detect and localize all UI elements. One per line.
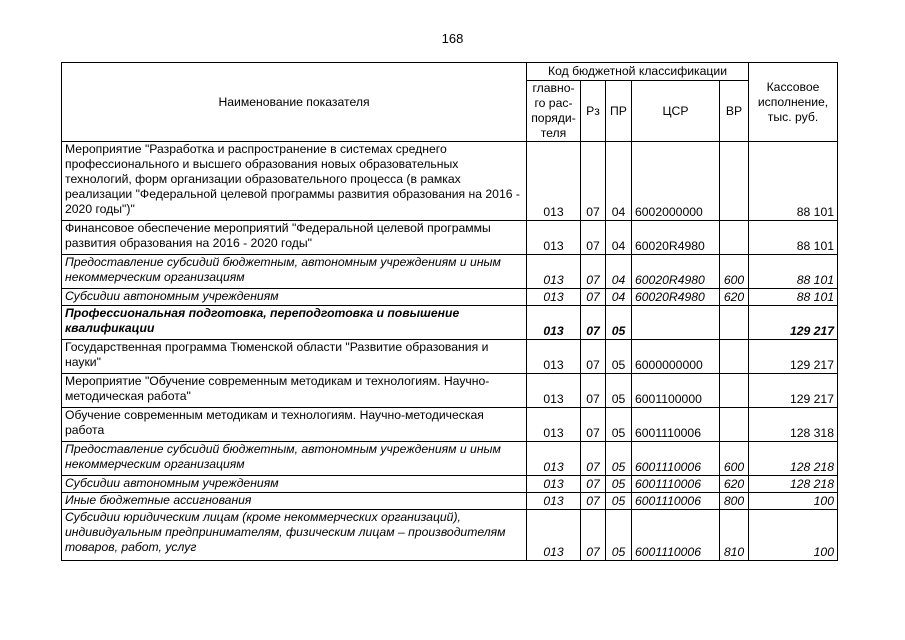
- header-gr: [527, 81, 581, 142]
- header-sum-line: исполнение,: [757, 94, 829, 109]
- row-csr-code: 6001110006: [632, 442, 720, 476]
- row-gr-code: 013: [527, 374, 581, 408]
- row-csr-code: 60020R4980: [632, 289, 720, 306]
- table-row: [62, 374, 838, 408]
- row-name: Субсидии юридическим лицам (кроме некоммерческих организаций), индивидуальным предпринимателям, физическим лицам – производителям товаров, работ, услуг: [62, 510, 527, 561]
- header-sum-line: тыс. руб.: [767, 109, 819, 124]
- row-vr-code: 620: [720, 289, 749, 306]
- row-vr-code: [720, 340, 749, 374]
- row-name: Государственная программа Тюменской области "Развитие образования и науки": [62, 340, 527, 374]
- row-gr-code: 013: [527, 306, 581, 340]
- row-sum: 100: [749, 493, 838, 510]
- row-pr-code: 05: [606, 374, 632, 408]
- row-rz-code: 07: [581, 255, 606, 289]
- row-sum: 129 217: [749, 306, 838, 340]
- row-vr-code: [720, 408, 749, 442]
- row-vr-code: 810: [720, 510, 749, 561]
- row-sum: 128 218: [749, 476, 838, 493]
- row-pr-code: 05: [606, 340, 632, 374]
- row-gr-code: 013: [527, 142, 581, 221]
- row-pr-code: 05: [606, 476, 632, 493]
- header-pr: ПР: [606, 81, 632, 142]
- row-rz-code: 07: [581, 510, 606, 561]
- table-row: [62, 510, 838, 561]
- row-csr-code: 6001110006: [632, 493, 720, 510]
- row-gr-code: 013: [527, 221, 581, 255]
- table-row: [62, 221, 838, 255]
- row-csr-code: 6000000000: [632, 340, 720, 374]
- row-sum: 129 217: [749, 340, 838, 374]
- header-vr: ВР: [720, 81, 749, 142]
- row-vr-code: 600: [720, 255, 749, 289]
- row-sum: 100: [749, 510, 838, 561]
- header-gr-line: главно-: [532, 81, 575, 95]
- row-vr-code: [720, 221, 749, 255]
- table-row: [62, 306, 838, 340]
- header-gr-line: поряди-: [531, 111, 576, 125]
- row-name: Финансовое обеспечение мероприятий "Федеральной целевой программы развития образования на 2016 - 2020 годы": [62, 221, 527, 255]
- row-name: Профессиональная подготовка, переподготовка и повышение квалификации: [62, 306, 527, 340]
- row-pr-code: 04: [606, 289, 632, 306]
- row-gr-code: 013: [527, 408, 581, 442]
- row-gr-code: 013: [527, 493, 581, 510]
- row-vr-code: 600: [720, 442, 749, 476]
- row-pr-code: 05: [606, 408, 632, 442]
- row-sum: 129 217: [749, 374, 838, 408]
- header-gr-line: го рас-: [534, 96, 573, 110]
- table-row: [62, 142, 838, 221]
- table-row: [62, 476, 838, 493]
- row-rz-code: 07: [581, 442, 606, 476]
- row-name: Субсидии автономным учреждениям: [62, 289, 527, 306]
- row-pr-code: 05: [606, 306, 632, 340]
- row-sum: 128 218: [749, 442, 838, 476]
- row-rz-code: 07: [581, 493, 606, 510]
- budget-table: [61, 62, 838, 561]
- row-name: Мероприятие "Разработка и распространение в системах среднего профессионального и высшего образования новых образовательных технологий, форм организации образовательного процесса (в рамках реализации "Федеральной целевой программы развития образования на 2016 - 2020 годы")": [62, 142, 527, 221]
- row-rz-code: 07: [581, 476, 606, 493]
- row-pr-code: 05: [606, 510, 632, 561]
- row-rz-code: 07: [581, 289, 606, 306]
- row-gr-code: 013: [527, 340, 581, 374]
- row-rz-code: 07: [581, 221, 606, 255]
- row-name: Предоставление субсидий бюджетным, автономным учреждениям и иным некоммерческим организациям: [62, 442, 527, 476]
- row-pr-code: 05: [606, 493, 632, 510]
- row-sum: 88 101: [749, 221, 838, 255]
- row-pr-code: 04: [606, 142, 632, 221]
- row-sum: 88 101: [749, 289, 838, 306]
- row-gr-code: 013: [527, 476, 581, 493]
- header-kbk: Код бюджетной классификации: [527, 63, 749, 81]
- page-number: 168: [441, 31, 464, 46]
- header-name: Наименование показателя: [62, 63, 527, 142]
- row-gr-code: 013: [527, 255, 581, 289]
- table-row: [62, 340, 838, 374]
- table-row: [62, 442, 838, 476]
- row-gr-code: 013: [527, 510, 581, 561]
- row-vr-code: [720, 142, 749, 221]
- row-csr-code: 60020R4980: [632, 255, 720, 289]
- header-sum-line: Кассовое: [766, 79, 820, 94]
- row-pr-code: 05: [606, 442, 632, 476]
- row-name: Обучение современным методикам и технологиям. Научно-методическая работа: [62, 408, 527, 442]
- row-sum: 88 101: [749, 142, 838, 221]
- row-name: Мероприятие "Обучение современным методикам и технологиям. Научно-методическая работа": [62, 374, 527, 408]
- row-rz-code: 07: [581, 142, 606, 221]
- row-vr-code: 800: [720, 493, 749, 510]
- row-sum: 88 101: [749, 255, 838, 289]
- table-row: [62, 493, 838, 510]
- table-row: [62, 255, 838, 289]
- row-pr-code: 04: [606, 221, 632, 255]
- row-name: Субсидии автономным учреждениям: [62, 476, 527, 493]
- table-row: [62, 408, 838, 442]
- row-sum: 128 318: [749, 408, 838, 442]
- row-pr-code: 04: [606, 255, 632, 289]
- row-csr-code: 6002000000: [632, 142, 720, 221]
- row-gr-code: 013: [527, 289, 581, 306]
- row-vr-code: [720, 306, 749, 340]
- row-csr-code: [632, 306, 720, 340]
- row-csr-code: 6001100000: [632, 374, 720, 408]
- row-rz-code: 07: [581, 408, 606, 442]
- header-sum: [749, 63, 838, 142]
- row-name: Иные бюджетные ассигнования: [62, 493, 527, 510]
- row-rz-code: 07: [581, 374, 606, 408]
- header-csr: ЦСР: [632, 81, 720, 142]
- row-rz-code: 07: [581, 340, 606, 374]
- row-name: Предоставление субсидий бюджетным, автономным учреждениям и иным некоммерческим организациям: [62, 255, 527, 289]
- header-rz: Рз: [581, 81, 606, 142]
- row-rz-code: 07: [581, 306, 606, 340]
- row-csr-code: 6001110006: [632, 408, 720, 442]
- header-gr-line: теля: [540, 126, 567, 140]
- row-vr-code: 620: [720, 476, 749, 493]
- row-vr-code: [720, 374, 749, 408]
- row-csr-code: 6001110006: [632, 476, 720, 493]
- table-row: [62, 289, 838, 306]
- row-csr-code: 6001110006: [632, 510, 720, 561]
- row-csr-code: 60020R4980: [632, 221, 720, 255]
- row-gr-code: 013: [527, 442, 581, 476]
